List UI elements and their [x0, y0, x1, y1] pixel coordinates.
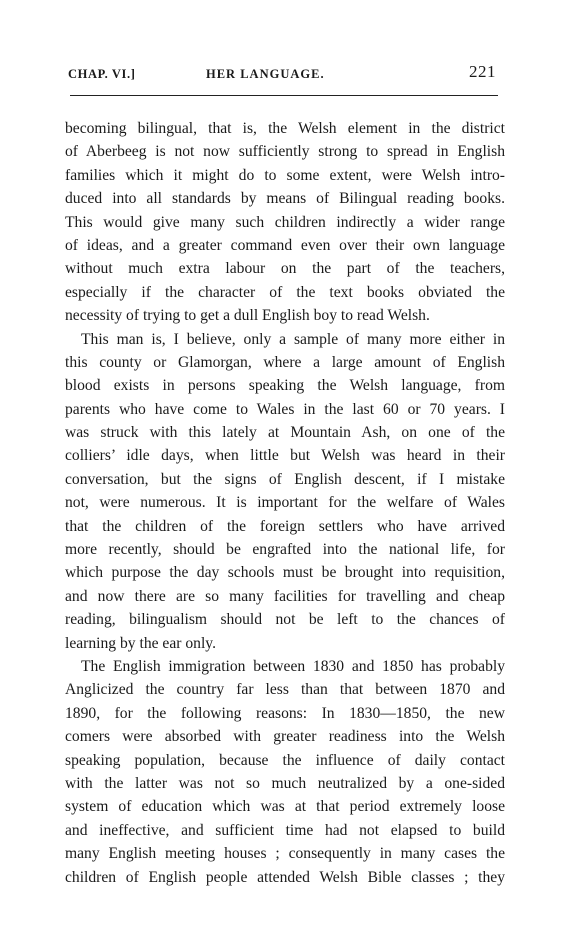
text-line: learning by the ear only. — [65, 634, 216, 652]
text-line: more recently, should be engrafted into the national life, for — [65, 541, 505, 559]
text-line: which purpose the day schools must be brought into requisition, — [65, 564, 505, 582]
text-line: speaking population, because the influence of daily contact — [65, 751, 505, 769]
text-line: reading, bilingualism should not be left to the chances of — [65, 611, 505, 629]
text-line: that the children of the foreign settlers who have arrived — [65, 517, 505, 535]
paragraph-1 — [65, 117, 505, 328]
text-line: colliers’ idle days, when little but Welsh was heard in their — [65, 447, 505, 465]
text-line: this county or Glamorgan, where a large amount of English — [65, 353, 505, 371]
text-line: blood exists in persons speaking the Welsh language, from — [65, 377, 505, 395]
paragraph-2 — [65, 328, 505, 655]
text-line: many English meeting houses ; consequently in many cases the — [65, 845, 505, 863]
text-line: system of education which was at that period extremely loose — [65, 798, 505, 816]
body-text — [65, 117, 505, 889]
text-line: families which it might do to some extent, were Welsh intro- — [65, 166, 505, 184]
text-line: parents who have come to Wales in the last 60 or 70 years. I — [65, 400, 505, 418]
text-line: was struck with this lately at Mountain Ash, on one of the — [65, 424, 505, 442]
text-line: becoming bilingual, that is, the Welsh element in the district — [65, 120, 505, 137]
paragraph-3 — [65, 655, 505, 889]
text-line: comers were absorbed with greater readiness into the Welsh — [65, 728, 505, 746]
text-line: and now there are so many facilities for travelling and cheap — [65, 587, 505, 605]
text-line: duced into all standards by means of Bilingual reading books. — [65, 190, 505, 208]
page-number: 221 — [469, 62, 496, 81]
text-line: The English immigration between 1830 and 1850 has probably — [81, 657, 505, 675]
text-line: of ideas, and a greater command even over their own language — [65, 236, 505, 254]
chapter-label: CHAP. VI.] — [68, 67, 136, 81]
text-line: with the latter was not so much neutralized by a one-sided — [65, 774, 505, 792]
text-line: This would give many such children indirectly a wider range — [65, 213, 505, 231]
running-head — [68, 62, 500, 88]
text-line: and ineffective, and sufficient time had not elapsed to build — [65, 821, 505, 839]
text-line: 1890, for the following reasons: In 1830—1850, the new — [65, 704, 505, 722]
text-line: children of English people attended Welsh Bible classes ; they — [65, 868, 505, 886]
text-line: conversation, but the signs of English descent, if I mistake — [65, 470, 505, 488]
text-line: of Aberbeeg is not now sufficiently strong to spread in English — [65, 143, 505, 161]
text-line: not, were numerous. It is important for the welfare of Wales — [65, 494, 505, 512]
text-line: Anglicized the country far less than that between 1870 and — [65, 681, 505, 699]
running-title: HER LANGUAGE. — [206, 67, 325, 81]
header-rule — [70, 95, 498, 96]
text-line: especially if the character of the text books obviated the — [65, 283, 505, 301]
text-line: This man is, I believe, only a sample of many more either in — [81, 330, 505, 348]
text-line: necessity of trying to get a dull English boy to read Welsh. — [65, 307, 430, 325]
text-line: without much extra labour on the part of the teachers, — [65, 260, 505, 278]
